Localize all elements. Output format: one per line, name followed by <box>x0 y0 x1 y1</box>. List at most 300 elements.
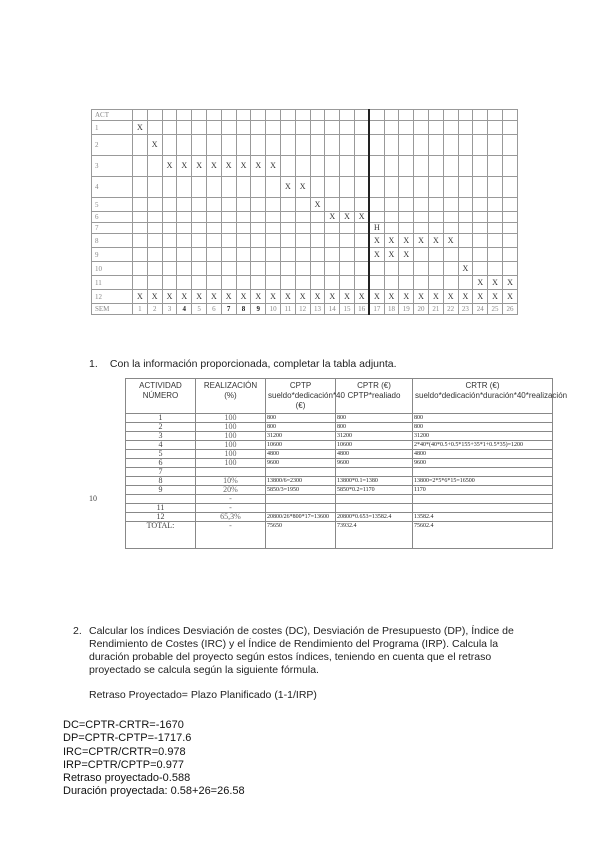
gantt-cell: X <box>384 248 399 262</box>
gantt-cell <box>414 212 429 223</box>
answer-line: Duración proyectada: 0.58+26=26.58 <box>63 785 245 798</box>
gantt-cell <box>325 135 340 156</box>
gantt-week-number: 22 <box>443 304 458 315</box>
gantt-cell <box>384 156 399 177</box>
budget-row <box>126 432 553 441</box>
gantt-cell <box>354 177 369 198</box>
budget-cptr: 73932.4 <box>336 522 413 549</box>
gantt-cell <box>488 121 503 135</box>
gantt-cell: X <box>354 212 369 223</box>
gantt-cell <box>251 248 266 262</box>
budget-cptr: 20800*0.653=13582.4 <box>336 513 413 522</box>
budget-row <box>126 414 553 423</box>
gantt-cell <box>325 198 340 212</box>
gantt-cell <box>354 198 369 212</box>
gantt-cell: X <box>384 290 399 304</box>
gantt-cell: X <box>428 234 443 248</box>
gantt-cell <box>236 223 251 234</box>
gantt-cell <box>192 234 207 248</box>
gantt-week-number: 6 <box>206 304 221 315</box>
gantt-act-header: ACT <box>92 110 133 121</box>
gantt-cell <box>502 135 517 156</box>
gantt-cell <box>502 248 517 262</box>
gantt-cell <box>354 276 369 290</box>
budget-header-row <box>126 379 553 414</box>
gantt-cell <box>399 276 414 290</box>
gantt-cell <box>147 248 162 262</box>
gantt-cell <box>251 198 266 212</box>
gantt-cell <box>147 212 162 223</box>
gantt-cell: X <box>221 156 236 177</box>
budget-actividad: 11 <box>126 504 196 513</box>
gantt-cell <box>428 198 443 212</box>
gantt-cell <box>488 212 503 223</box>
gantt-cell: X <box>428 290 443 304</box>
budget-row <box>126 522 553 549</box>
budget-cptp <box>266 468 336 477</box>
gantt-cell <box>502 223 517 234</box>
budget-actividad: 4 <box>126 441 196 450</box>
gantt-row <box>92 212 518 223</box>
gantt-cell <box>340 135 355 156</box>
gantt-cell <box>147 110 162 121</box>
gantt-cell <box>221 276 236 290</box>
gantt-cell: X <box>147 135 162 156</box>
gantt-cell <box>473 110 488 121</box>
budget-realizacion: - <box>196 504 266 513</box>
budget-actividad: 8 <box>126 477 196 486</box>
gantt-cell <box>414 198 429 212</box>
gantt-row <box>92 177 518 198</box>
budget-cptp: 10600 <box>266 441 336 450</box>
gantt-week-number: 13 <box>310 304 325 315</box>
gantt-cell <box>428 135 443 156</box>
gantt-cell <box>473 234 488 248</box>
budget-crtr: 1170 <box>413 486 553 495</box>
gantt-cell <box>502 212 517 223</box>
gantt-cell <box>443 177 458 198</box>
gantt-cell <box>369 198 384 212</box>
budget-cptp: 31200 <box>266 432 336 441</box>
budget-cptr <box>336 504 413 513</box>
gantt-cell <box>177 276 192 290</box>
gantt-cell <box>384 177 399 198</box>
gantt-cell <box>369 276 384 290</box>
gantt-week-number: 23 <box>458 304 473 315</box>
gantt-row <box>92 276 518 290</box>
gantt-week-number: 15 <box>340 304 355 315</box>
gantt-cell <box>192 198 207 212</box>
gantt-cell: X <box>443 290 458 304</box>
gantt-act-label: 12 <box>92 290 133 304</box>
budget-realizacion: 100 <box>196 423 266 432</box>
gantt-week-number: 5 <box>192 304 207 315</box>
gantt-cell: X <box>473 290 488 304</box>
budget-realizacion: 100 <box>196 441 266 450</box>
gantt-cell <box>443 198 458 212</box>
gantt-cell: X <box>502 290 517 304</box>
gantt-cell <box>428 248 443 262</box>
gantt-cell <box>473 212 488 223</box>
gantt-cell <box>266 110 281 121</box>
gantt-row <box>92 223 518 234</box>
gantt-cell <box>354 110 369 121</box>
gantt-cell <box>133 177 148 198</box>
gantt-cell <box>443 223 458 234</box>
gantt-cell <box>133 156 148 177</box>
gantt-cell <box>162 198 177 212</box>
gantt-week-number: 1 <box>133 304 148 315</box>
gantt-cell <box>384 276 399 290</box>
gantt-cell <box>473 177 488 198</box>
gantt-row <box>92 156 518 177</box>
gantt-cell <box>458 156 473 177</box>
gantt-cell <box>133 110 148 121</box>
gantt-cell <box>399 156 414 177</box>
gantt-cell: X <box>221 290 236 304</box>
budget-realizacion: 10% <box>196 477 266 486</box>
gantt-cell <box>384 262 399 276</box>
gantt-cell <box>443 248 458 262</box>
gantt-cell <box>340 234 355 248</box>
budget-cptr: 5850*0.2=1170 <box>336 486 413 495</box>
gantt-cell <box>310 248 325 262</box>
gantt-cell <box>325 234 340 248</box>
gantt-cell <box>236 234 251 248</box>
gantt-cell <box>310 156 325 177</box>
budget-realizacion: 100 <box>196 450 266 459</box>
gantt-cell <box>458 121 473 135</box>
gantt-cell <box>399 198 414 212</box>
budget-row <box>126 495 553 504</box>
budget-cptp: 800 <box>266 423 336 432</box>
budget-table <box>89 378 568 549</box>
gantt-cell <box>206 135 221 156</box>
gantt-cell <box>192 262 207 276</box>
budget-actividad: 1 <box>126 414 196 423</box>
gantt-cell <box>488 262 503 276</box>
answer-line: Retraso proyectado-0.588 <box>63 772 191 785</box>
budget-cptp: 75650 <box>266 522 336 549</box>
gantt-cell: X <box>354 290 369 304</box>
gantt-cell <box>414 135 429 156</box>
gantt-cell <box>251 110 266 121</box>
budget-realizacion: - <box>196 495 266 504</box>
gantt-act-label: 5 <box>92 198 133 212</box>
budget-crtr: 9600 <box>413 459 553 468</box>
gantt-cell <box>162 177 177 198</box>
gantt-cell <box>295 135 310 156</box>
gantt-cell <box>310 276 325 290</box>
gantt-cell <box>502 121 517 135</box>
budget-crtr <box>413 495 553 504</box>
budget-row <box>126 468 553 477</box>
gantt-cell <box>354 121 369 135</box>
gantt-cell: X <box>310 290 325 304</box>
gantt-cell <box>473 121 488 135</box>
budget-cptr <box>336 468 413 477</box>
gantt-cell <box>473 248 488 262</box>
gantt-cell <box>147 198 162 212</box>
budget-crtr <box>413 504 553 513</box>
gantt-cell <box>192 276 207 290</box>
gantt-cell <box>221 110 236 121</box>
gantt-cell <box>414 223 429 234</box>
gantt-cell: X <box>340 212 355 223</box>
gantt-cell <box>399 110 414 121</box>
budget-cptp: 5850/3=1950 <box>266 486 336 495</box>
header-actividad: ACTIVIDAD NÚMERO <box>126 379 196 414</box>
gantt-cell <box>280 121 295 135</box>
gantt-cell <box>488 156 503 177</box>
budget-crtr: 31200 <box>413 432 553 441</box>
gantt-cell <box>177 198 192 212</box>
budget-realizacion: 65,3% <box>196 513 266 522</box>
gantt-cell <box>162 110 177 121</box>
gantt-cell <box>295 262 310 276</box>
gantt-cell: X <box>473 276 488 290</box>
gantt-cell <box>414 177 429 198</box>
budget-row <box>126 459 553 468</box>
budget-crtr: 800 <box>413 414 553 423</box>
gantt-week-number: 14 <box>325 304 340 315</box>
gantt-cell <box>399 223 414 234</box>
gantt-cell <box>266 135 281 156</box>
gantt-cell <box>206 248 221 262</box>
gantt-cell <box>325 156 340 177</box>
gantt-cell <box>133 135 148 156</box>
gantt-cell <box>369 121 384 135</box>
gantt-cell <box>251 262 266 276</box>
gantt-cell <box>488 198 503 212</box>
budget-cptp <box>266 504 336 513</box>
gantt-cell <box>473 223 488 234</box>
gantt-cell <box>502 110 517 121</box>
gantt-cell <box>295 276 310 290</box>
gantt-cell <box>192 212 207 223</box>
budget-actividad: 10 <box>88 495 158 504</box>
gantt-row <box>92 121 518 135</box>
gantt-cell <box>177 248 192 262</box>
gantt-cell <box>147 121 162 135</box>
gantt-cell <box>206 110 221 121</box>
gantt-week-number: 16 <box>354 304 369 315</box>
gantt-cell <box>428 177 443 198</box>
budget-cptr <box>336 495 413 504</box>
gantt-cell <box>443 212 458 223</box>
gantt-cell <box>177 121 192 135</box>
gantt-cell <box>369 177 384 198</box>
gantt-row <box>92 135 518 156</box>
gantt-cell <box>488 248 503 262</box>
gantt-week-number: 8 <box>236 304 251 315</box>
gantt-cell <box>428 156 443 177</box>
gantt-cell <box>251 276 266 290</box>
gantt-cell <box>325 110 340 121</box>
gantt-cell <box>310 212 325 223</box>
gantt-cell: X <box>384 234 399 248</box>
gantt-cell <box>384 135 399 156</box>
gantt-weeks-label: SEM <box>92 304 133 315</box>
gantt-cell <box>192 223 207 234</box>
gantt-cell <box>502 234 517 248</box>
budget-crtr: 13582.4 <box>413 513 553 522</box>
gantt-cell <box>458 177 473 198</box>
gantt-cell <box>295 198 310 212</box>
gantt-cell <box>162 223 177 234</box>
gantt-cell: X <box>206 290 221 304</box>
gantt-cell: X <box>206 156 221 177</box>
gantt-cell <box>295 156 310 177</box>
answer-line: IRP=CPTR/CPTP=0.977 <box>63 758 185 771</box>
gantt-cell: X <box>192 156 207 177</box>
budget-cptr: 9600 <box>336 459 413 468</box>
budget-realizacion: 100 <box>196 414 266 423</box>
gantt-cell <box>443 121 458 135</box>
gantt-cell <box>266 234 281 248</box>
gantt-cell <box>177 212 192 223</box>
gantt-cell <box>236 198 251 212</box>
gantt-cell <box>280 198 295 212</box>
gantt-cell <box>414 276 429 290</box>
gantt-week-number: 21 <box>428 304 443 315</box>
gantt-cell <box>251 135 266 156</box>
gantt-cell <box>443 110 458 121</box>
gantt-cell <box>340 156 355 177</box>
gantt-cell <box>280 212 295 223</box>
gantt-cell <box>310 121 325 135</box>
answers-block <box>63 719 245 799</box>
budget-realizacion: 100 <box>196 459 266 468</box>
gantt-cell <box>206 177 221 198</box>
gantt-cell <box>458 276 473 290</box>
budget-actividad: 7 <box>126 468 196 477</box>
gantt-cell <box>369 110 384 121</box>
gantt-cell <box>133 276 148 290</box>
budget-crtr: 13800=2*5*6*15=16500 <box>413 477 553 486</box>
gantt-cell: X <box>325 290 340 304</box>
gantt-cell <box>295 248 310 262</box>
gantt-act-label: 7 <box>92 223 133 234</box>
header-crtr: CRTR (€) sueldo*dedicación*duración*40*realización <box>413 379 553 414</box>
gantt-cell: X <box>192 290 207 304</box>
question-1 <box>89 358 397 370</box>
question-2-text: Calcular los índices Desviación de costes (DC), Desviación de Presupuesto (DP), Índice de Rendimiento de Costes (IRC) y el Índice de Rendimiento del Programa (IRP). Calcula la duración probable del proyecto según estos índices, teniendo en cuenta que el retraso proyectado se calcula según la siguiente fórmula. <box>89 625 514 676</box>
gantt-cell <box>473 198 488 212</box>
budget-actividad: 5 <box>126 450 196 459</box>
gantt-cell <box>162 121 177 135</box>
gantt-cell <box>236 177 251 198</box>
gantt-cell <box>428 212 443 223</box>
gantt-cell: X <box>399 290 414 304</box>
gantt-cell <box>325 121 340 135</box>
gantt-cell <box>266 198 281 212</box>
gantt-week-number: 24 <box>473 304 488 315</box>
budget-actividad: 3 <box>126 432 196 441</box>
gantt-cell <box>354 262 369 276</box>
gantt-cell <box>266 262 281 276</box>
gantt-cell <box>221 121 236 135</box>
gantt-cell <box>325 223 340 234</box>
gantt-cell <box>354 135 369 156</box>
gantt-cell <box>414 262 429 276</box>
gantt-week-number: 20 <box>414 304 429 315</box>
budget-cptr: 10600 <box>336 441 413 450</box>
gantt-cell <box>310 177 325 198</box>
gantt-row <box>92 234 518 248</box>
header-realizacion: REALIZACIÓN (%) <box>196 379 266 414</box>
gantt-cell <box>206 234 221 248</box>
gantt-cell <box>251 121 266 135</box>
gantt-cell <box>221 212 236 223</box>
gantt-cell <box>236 248 251 262</box>
budget-crtr <box>413 468 553 477</box>
gantt-week-number: 11 <box>280 304 295 315</box>
gantt-cell: X <box>280 177 295 198</box>
gantt-cell <box>162 248 177 262</box>
budget-row <box>126 477 553 486</box>
gantt-cell <box>221 198 236 212</box>
gantt-cell: X <box>133 290 148 304</box>
gantt-cell <box>206 223 221 234</box>
gantt-cell <box>221 234 236 248</box>
gantt-cell <box>147 223 162 234</box>
gantt-cell <box>221 223 236 234</box>
gantt-cell <box>206 121 221 135</box>
gantt-cell <box>280 110 295 121</box>
budget-realizacion: - <box>196 522 266 549</box>
gantt-cell <box>369 262 384 276</box>
budget-row <box>126 504 553 513</box>
gantt-week-number: 17 <box>369 304 384 315</box>
budget-cptp: 4800 <box>266 450 336 459</box>
gantt-cell <box>177 177 192 198</box>
gantt-cell <box>206 262 221 276</box>
gantt-cell <box>266 121 281 135</box>
gantt-cell <box>384 198 399 212</box>
gantt-cell <box>310 234 325 248</box>
gantt-cell <box>251 177 266 198</box>
gantt-week-number: 19 <box>399 304 414 315</box>
gantt-cell <box>162 135 177 156</box>
gantt-cell <box>266 212 281 223</box>
gantt-cell <box>399 135 414 156</box>
gantt-cell <box>428 276 443 290</box>
gantt-cell: X <box>162 156 177 177</box>
answer-line: IRC=CPTR/CRTR=0.978 <box>63 745 186 758</box>
budget-cptp: 20800/26*800*17=13600 <box>266 513 336 522</box>
gantt-cell <box>458 223 473 234</box>
gantt-cell: X <box>236 156 251 177</box>
budget-cptr: 31200 <box>336 432 413 441</box>
gantt-cell <box>488 177 503 198</box>
gantt-cell: X <box>251 156 266 177</box>
gantt-cell <box>458 212 473 223</box>
gantt-cell <box>369 212 384 223</box>
gantt-cell <box>310 135 325 156</box>
gantt-cell <box>177 262 192 276</box>
gantt-header-row <box>92 110 518 121</box>
gantt-cell <box>236 135 251 156</box>
gantt-week-number: 18 <box>384 304 399 315</box>
gantt-cell <box>414 156 429 177</box>
gantt-cell: X <box>399 234 414 248</box>
gantt-cell <box>251 212 266 223</box>
header-cptr: CPTR (€) CPTP*realiado <box>336 379 413 414</box>
gantt-cell <box>443 156 458 177</box>
gantt-cell <box>458 234 473 248</box>
gantt-cell <box>428 262 443 276</box>
